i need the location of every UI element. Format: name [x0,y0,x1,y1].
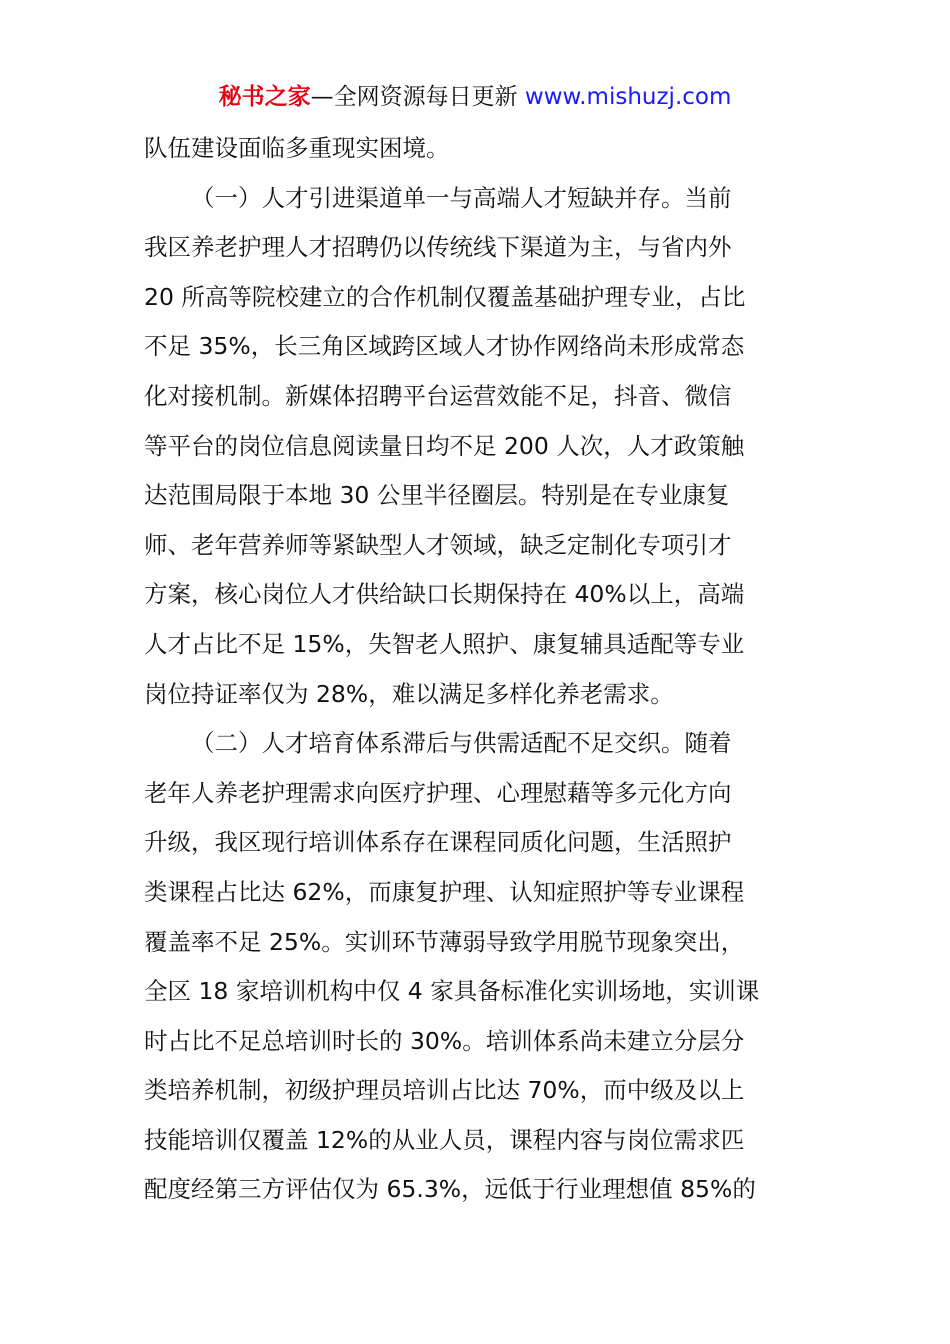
text-line: 覆盖率不足 25%。实训环节薄弱导致学用脱节现象突出， [144,927,745,956]
text-line: 升级，我区现行培训体系存在课程同质化问题，生活照护 [144,828,732,857]
text-line: 化对接机制。新媒体招聘平台运营效能不足，抖音、微信 [144,381,732,410]
text-line: 不足 35%，长三角区域跨区域人才协作网络尚未形成常态 [144,332,745,361]
section-heading-line: （一）人才引进渠道单一与高端人才短缺并存。当前 [191,183,732,212]
text-line: 老年人养老护理需求向医疗护理、心理慰藉等多元化方向 [144,778,732,807]
text-line: 类课程占比达 62%，而康复护理、认知症照护等专业课程 [144,877,745,906]
text-line: 配度经第三方评估仅为 65.3%，远低于行业理想值 85%的 [144,1175,756,1204]
text-line: 方案，核心岗位人才供给缺口长期保持在 40%以上，高端 [144,580,745,609]
site-url-link[interactable]: www.mishuzj.com [524,84,732,110]
text-line: 岗位持证率仅为 28%，难以满足多样化养老需求。 [144,679,674,708]
text-line: 等平台的岗位信息阅读量日均不足 200 人次，人才政策触 [144,431,745,460]
text-line: 人才占比不足 15%，失智老人照护、康复辅具适配等专业 [144,629,745,658]
text-line: 20 所高等院校建立的合作机制仅覆盖基础护理专业，占比 [144,282,746,311]
text-line: 我区养老护理人才招聘仍以传统线下渠道为主，与省内外 [144,233,732,262]
site-brand: 秘书之家 [218,84,311,110]
text-line: 队伍建设面临多重现实困境。 [144,134,450,162]
text-line: 时占比不足总培训时长的 30%。培训体系尚未建立分层分 [144,1026,745,1055]
text-line: 达范围局限于本地 30 公里半径圈层。特别是在专业康复 [144,481,730,510]
text-line: 类培养机制，初级护理员培训占比达 70%，而中级及以上 [144,1076,745,1105]
section-heading-line: （二）人才培育体系滞后与供需适配不足交织。随着 [191,729,732,758]
text-line: 师、老年营养师等紧缺型人才领域，缺乏定制化专项引才 [144,530,732,559]
text-line: 全区 18 家培训机构中仅 4 家具备标准化实训场地，实训课 [144,977,760,1006]
site-tagline: —全网资源每日更新 [310,84,518,110]
document-body [144,124,812,1215]
text-line: 技能培训仅覆盖 12%的从业人员，课程内容与岗位需求匹 [144,1125,745,1154]
site-header [0,80,950,114]
